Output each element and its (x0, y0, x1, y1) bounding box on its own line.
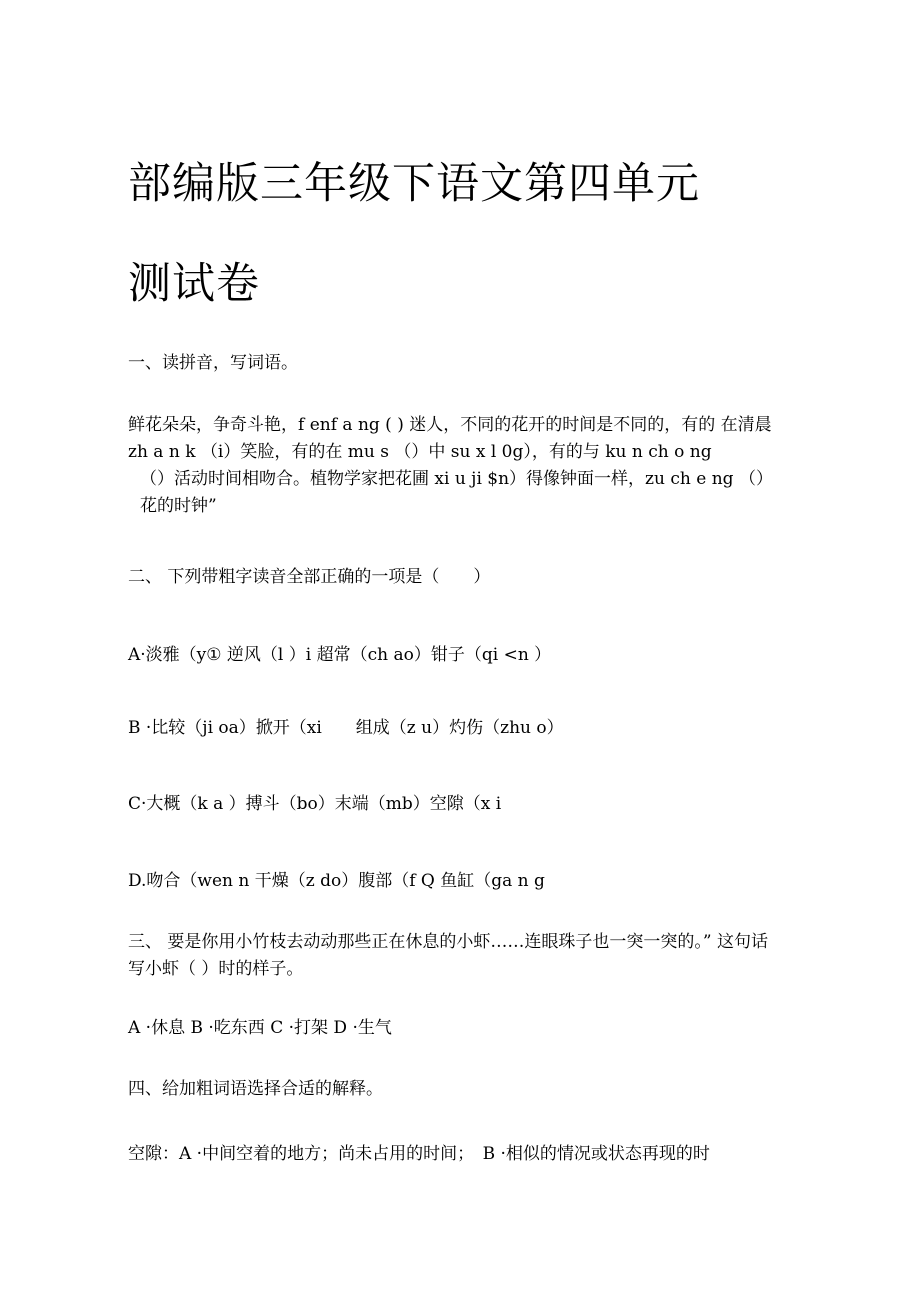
document-title-line-2: 测试卷 (128, 259, 260, 309)
option-d: D.吻合（wen n 干燥（z do）腹部（f Q 鱼缸（ga n g (128, 871, 545, 891)
section-1-line-3: （）活动时间相吻合。植物学家把花圃 xi u ji $n）得像钟面一样，zu ch e ng （） (140, 469, 773, 489)
section-4-line-1: 空隙：A ·中间空着的地方；尚未占用的时间； B ·相似的情况或状态再现的时 (128, 1144, 710, 1164)
option-b: B ·比较（ji oa）掀开（xi 组成（z u）灼伤（zhu o） (128, 718, 564, 738)
section-3-options: A ·休息 B ·吃东西 C ·打架 D ·生气 (128, 1018, 392, 1038)
section-3-line-2: 写小虾（ ）时的样子。 (128, 959, 304, 979)
section-1-line-2: zh a n k （i）笑脸，有的在 mu s （）中 su x l 0g），有的与 ku n ch o ng (128, 442, 712, 462)
section-3-line-1: 三、 要是你用小竹枝去动动那些正在休息的小虾……连眼珠子也一突一突的。” 这句话 (128, 932, 768, 952)
document-title-line-1: 部编版三年级下语文第四单元 (128, 159, 700, 209)
section-1-paragraph (128, 412, 798, 520)
section-1-line-4: 花的时钟” (140, 496, 217, 516)
section-2-heading: 二、 下列带粗字读音全部正确的一项是（ ） (128, 567, 491, 587)
section-3-question (128, 929, 798, 983)
section-1-heading: 一、读拼音，写词语。 (128, 353, 298, 373)
section-1-line-1: 鲜花朵朵，争奇斗艳，f enf a ng ( ) 迷人，不同的花开的时间是不同的，有的 在清晨 (128, 415, 772, 435)
option-c: C·大概（k a ）搏斗（bo）末端（mb）空隙（x i (128, 794, 502, 814)
option-a: A·淡雅（y① 逆风（l ）i 超常（ch ao）钳子（qi <n ） (128, 645, 552, 665)
section-4-heading: 四、给加粗词语选择合适的解释。 (128, 1079, 383, 1099)
